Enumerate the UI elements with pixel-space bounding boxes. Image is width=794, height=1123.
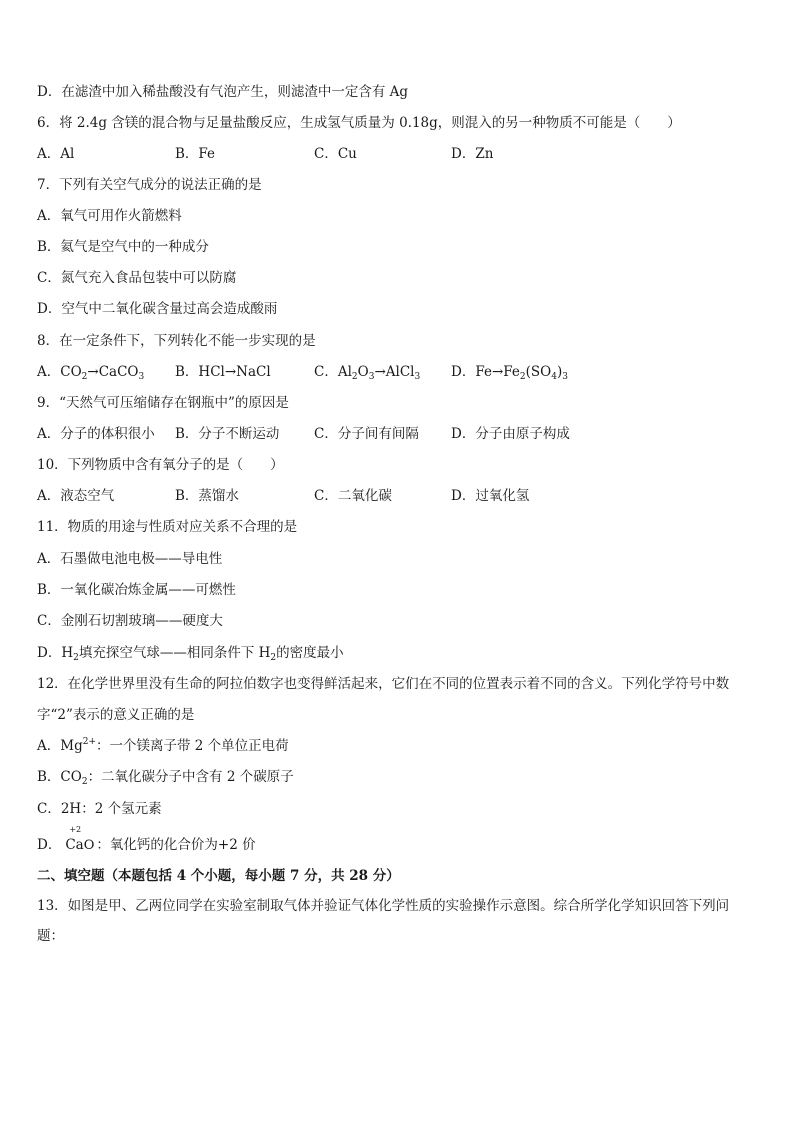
q9-option-c: C．分子间有间隔 xyxy=(314,426,419,442)
q11-option-d: D．$H_2$填充探空气球——相同条件下 $H_2$的密度最小 xyxy=(37,645,344,663)
question-6-options xyxy=(37,144,764,164)
q9-option-d: D．分子由原子构成 xyxy=(451,426,570,442)
question-7: 7．下列有关空气成分的说法正确的是 xyxy=(37,177,262,193)
q11-option-c: C．金刚石切割玻璃——硬度大 xyxy=(37,613,223,629)
q10-option-a: A．液态空气 xyxy=(37,488,115,504)
q6-option-c: C．Cu xyxy=(314,146,357,162)
question-8-options xyxy=(37,362,764,382)
q7-option-d: D．空气中二氧化碳含量过高会造成酸雨 xyxy=(37,301,278,317)
q10-option-c: C．二氧化碳 xyxy=(314,488,392,504)
q6-option-b: B．Fe xyxy=(175,146,216,162)
q7-option-b: B．氦气是空气中的一种成分 xyxy=(37,239,209,255)
q8-option-b: B．HCl→NaCl xyxy=(175,364,271,380)
section-2-heading: 二、填空题（本题包括 4 个小题，每小题 7 分，共 28 分） xyxy=(37,868,400,884)
q12-option-a: A．$Mg^{2+}$：一个镁离子带 2 个单位正电荷 xyxy=(37,737,289,754)
q9-option-a: A．分子的体积很小 xyxy=(37,426,155,442)
q9-option-b: B．分子不断运动 xyxy=(175,426,280,442)
q11-option-a: A．石墨做电池电极——导电性 xyxy=(37,551,223,567)
question-11: 11．物质的用途与性质对应关系不合理的是 xyxy=(37,519,298,535)
q6-option-d: D．Zn xyxy=(451,146,494,162)
q11-option-b: B．一氧化碳冶炼金属——可燃性 xyxy=(37,582,236,598)
question-10-options xyxy=(37,486,764,506)
question-6: 6．将 2.4g 含镁的混合物与足量盐酸反应，生成氢气质量为 0.18g，则混入的另一种物质不可能是（ ） xyxy=(37,115,681,131)
q5-option-d: D．在滤渣中加入稀盐酸没有气泡产生，则滤渣中一定含有 Ag xyxy=(37,84,409,100)
question-12-line-2: 字“2”表示的意义正确的是 xyxy=(37,707,195,723)
question-13-line-1: 13．如图是甲、乙两位同学在实验室制取气体并验证气体化学性质的实验操作示意图。综合所学化学知识回答下列问 xyxy=(37,898,730,914)
q8-option-d: D．$Fe\to Fe_2(SO_4)_3$ xyxy=(451,364,568,382)
q10-option-b: B．蒸馏水 xyxy=(175,488,239,504)
q7-option-c: C．氮气充入食品包装中可以防腐 xyxy=(37,270,237,286)
question-10: 10．下列物质中含有氧分子的是（ ） xyxy=(37,457,284,473)
question-9-options xyxy=(37,424,764,444)
q7-option-a: A．氧气可用作火箭燃料 xyxy=(37,208,182,224)
question-12-line-1: 12．在化学世界里没有生命的阿拉伯数字也变得鲜活起来，它们在不同的位置表示着不同的含义。下列化学符号中数 xyxy=(37,676,730,692)
question-8: 8．在一定条件下，下列转化不能一步实现的是 xyxy=(37,333,316,349)
cao-valence-formula: +2 CaO xyxy=(65,825,95,853)
q8-option-a: A．$CO_2\to CaCO_3$ xyxy=(37,364,145,382)
q12-option-d: D． +2 CaO ：氧化钙的化合价为+2 价 xyxy=(37,835,764,855)
q12-option-c: C．2H：2 个氢元素 xyxy=(37,801,162,817)
question-13-line-2: 题： xyxy=(37,928,64,944)
q8-option-c: C．$Al_2O_3\to AlCl_3$ xyxy=(314,364,421,382)
q6-option-a: A．Al xyxy=(37,146,75,162)
q10-option-d: D．过氧化氢 xyxy=(451,488,530,504)
question-9: 9．“天然气可压缩储存在钢瓶中”的原因是 xyxy=(37,395,289,411)
q12-option-b: B．$CO_2$：二氧化碳分子中含有 2 个碳原子 xyxy=(37,769,294,787)
